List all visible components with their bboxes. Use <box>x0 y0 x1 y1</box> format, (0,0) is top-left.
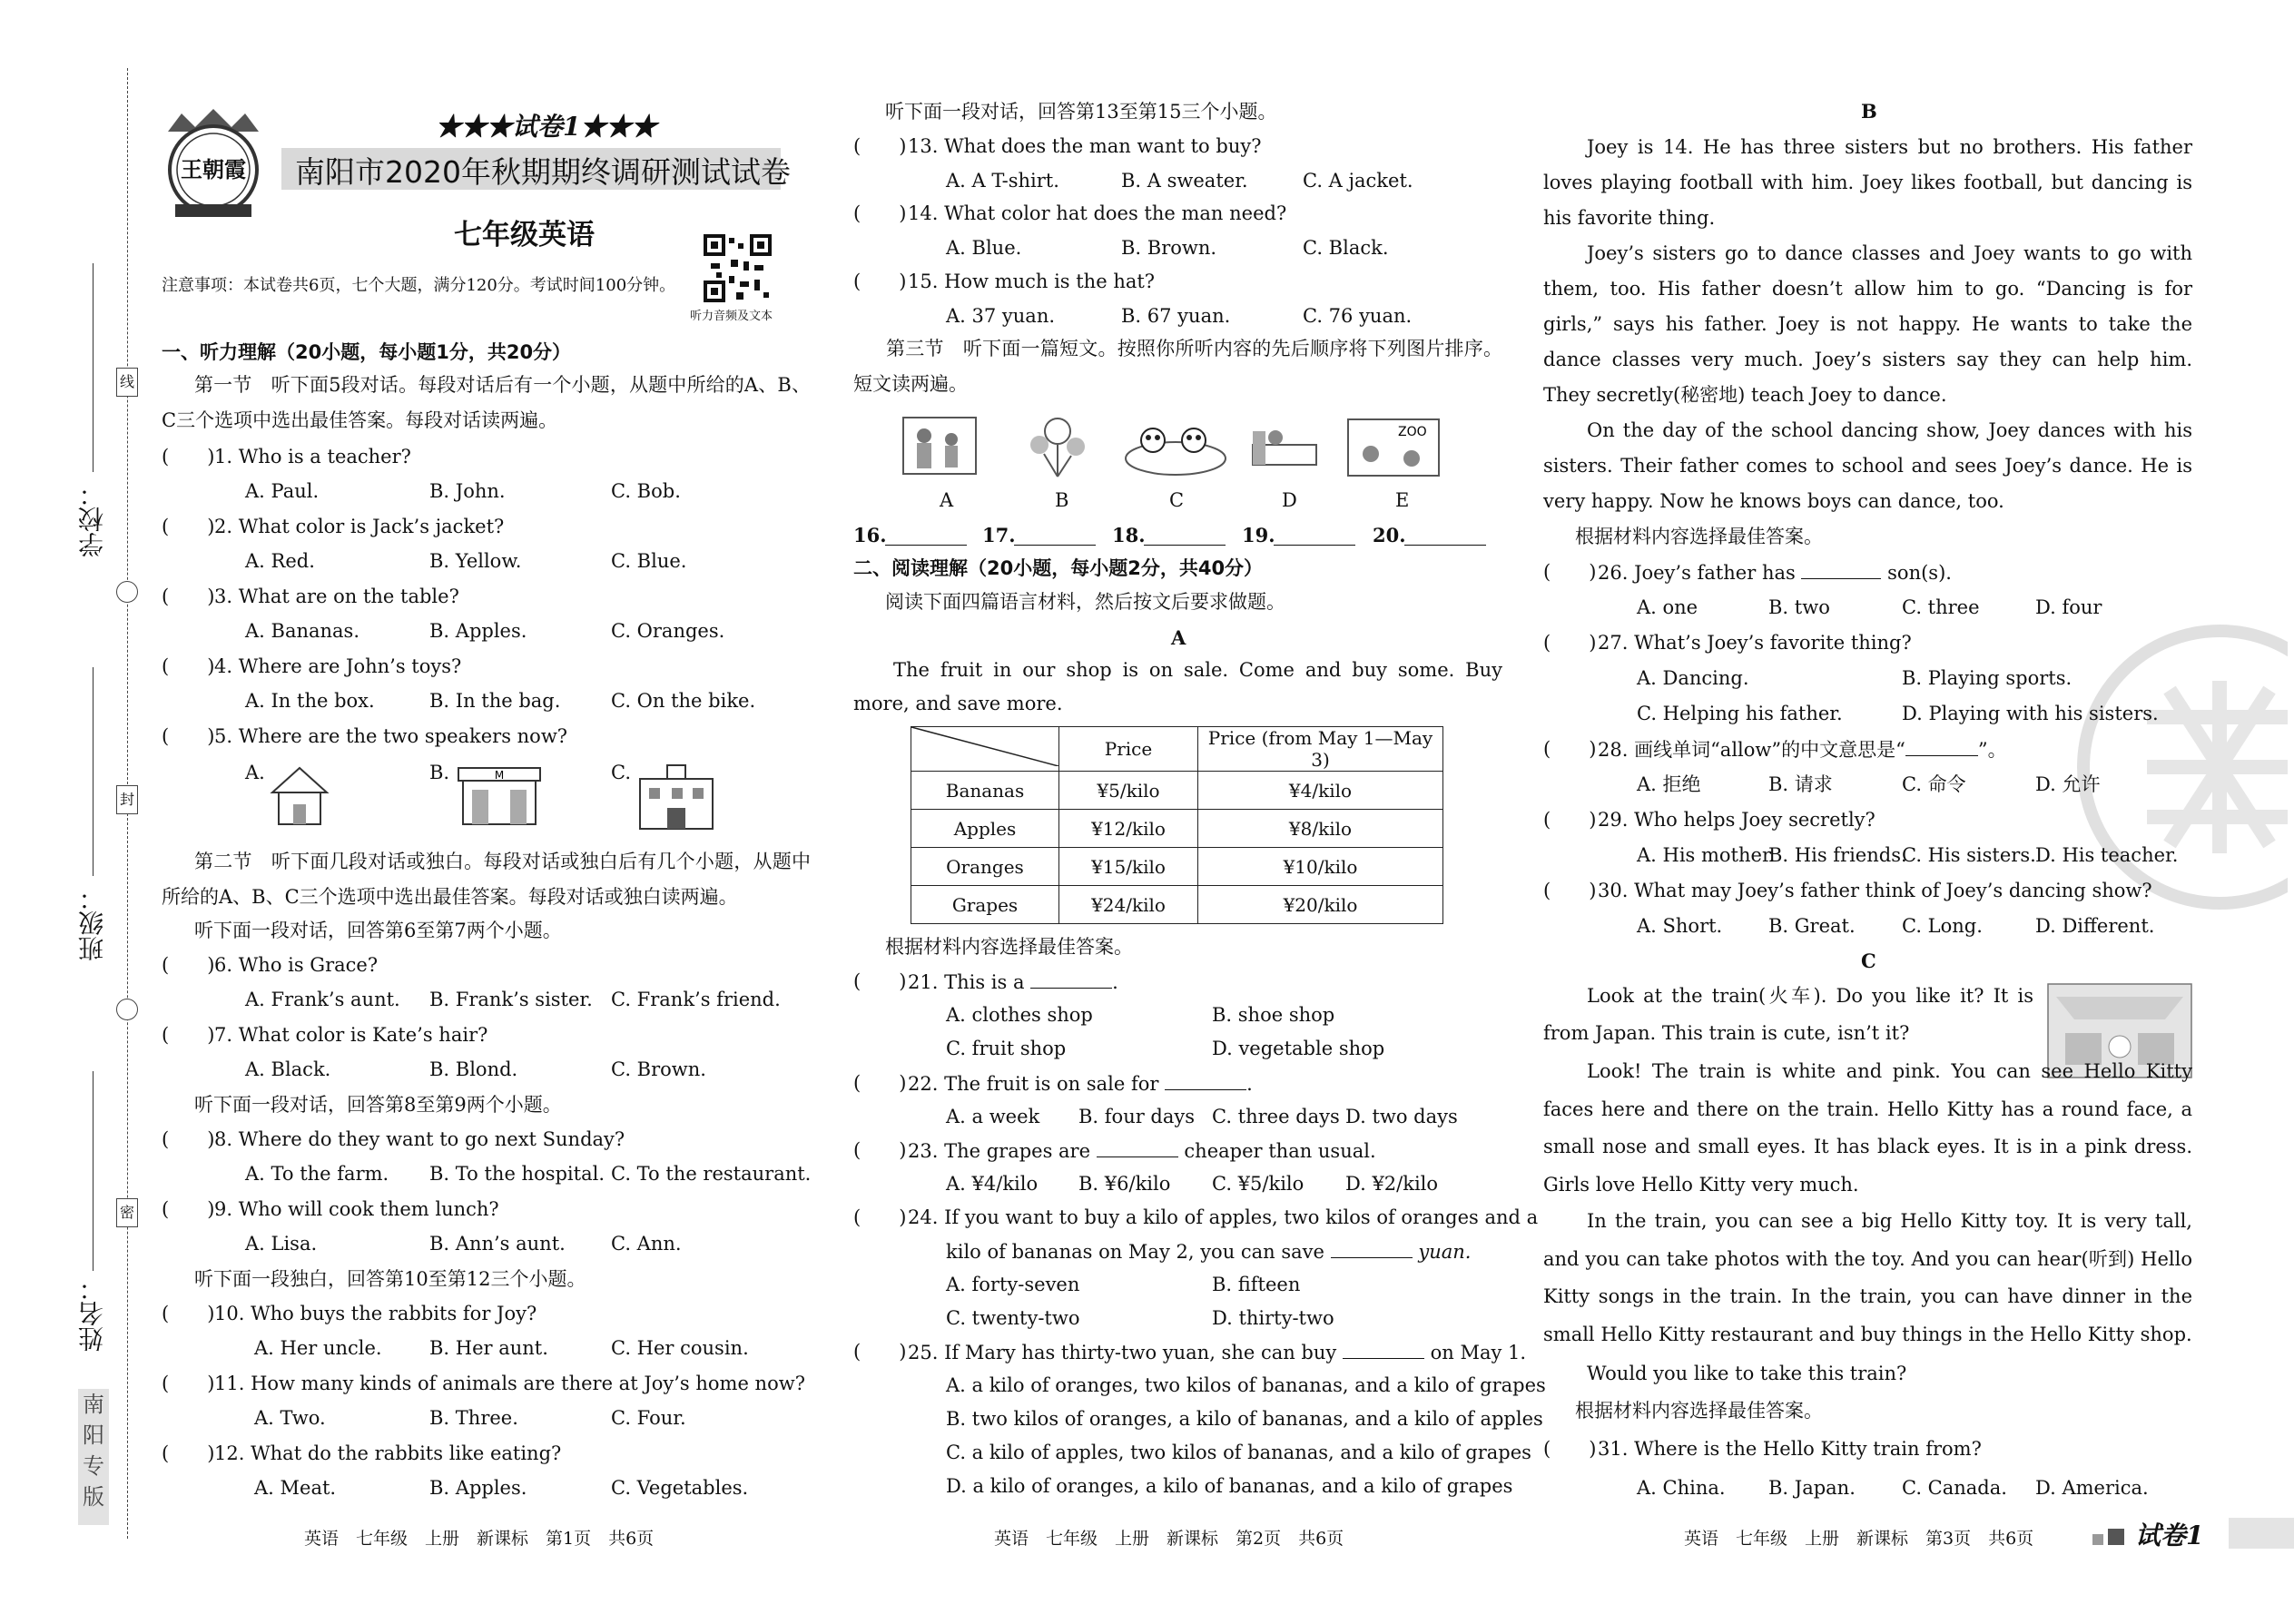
q1-option-b: B. John. <box>429 480 506 502</box>
q31-option-d: D. America. <box>2035 1477 2149 1499</box>
question-3: 3. What are on the table? <box>214 586 459 607</box>
q28-option-a: A. 拒绝 <box>1637 773 1701 795</box>
table-cell: ¥12/kilo <box>1059 810 1198 848</box>
answer-bracket[interactable]: ( ) <box>853 1072 907 1094</box>
picture-a-family <box>899 408 980 481</box>
section2-instructions: 第二节 听下面几段对话或独白。每段对话或独白后有几个小题，从题中所给的A、B、C三个选项中选出最佳答案。每段对话或独白读两遍。 <box>162 851 811 908</box>
blank-21[interactable] <box>1030 969 1112 989</box>
passage-b-p1: Joey is 14. He has three sisters but no brothers. His father loves playing football with him. Joey likes football, but dancing is his favorite thing. <box>1543 136 2192 229</box>
svg-text:M: M <box>494 769 505 782</box>
passage-c-p1: Look at the train(火车). Do you like it? It is from Japan. This train is cute, isn’t it? <box>1543 985 2033 1044</box>
answer-bracket[interactable]: ( ) <box>853 1341 907 1363</box>
part2-heading: 二、阅读理解（20小题，每小题2分，共40分） <box>853 557 1264 579</box>
q14-option-b: B. Brown. <box>1121 237 1217 259</box>
q9-option-c: C. Ann. <box>611 1233 682 1255</box>
answer-bracket[interactable]: ( ) <box>853 1139 907 1161</box>
table-header-sale-price: Price (from May 1—May 3) <box>1198 727 1443 772</box>
instruction-q6-7: 听下面一段对话，回答第6至第7两个小题。 <box>194 920 562 941</box>
q7-option-c: C. Brown. <box>611 1058 706 1080</box>
q5-option-a: A. <box>245 762 265 783</box>
q12-option-b: B. Apples. <box>429 1477 527 1499</box>
q28-option-d: D. 允许 <box>2035 773 2101 795</box>
q10-option-a: A. Her uncle. <box>254 1337 382 1359</box>
answer-bracket[interactable]: ( ) <box>1543 738 1597 760</box>
price-table <box>911 726 1443 924</box>
question-24-cont: kilo of bananas on May 2, you can save yuan. <box>946 1241 1472 1263</box>
question-1: 1. Who is a teacher? <box>214 446 411 468</box>
q30-option-c: C. Long. <box>1902 915 1983 937</box>
q12-option-c: C. Vegetables. <box>611 1477 749 1499</box>
answer-bracket[interactable]: ( ) <box>853 970 907 992</box>
q26-option-d: D. four <box>2035 596 2102 618</box>
blank-28[interactable] <box>1905 737 1978 756</box>
region-tag: 南阳专版 <box>78 1389 109 1525</box>
q21-option-c: C. fruit shop <box>946 1038 1067 1059</box>
question-11: 11. How many kinds of animals are there at Joy’s home now? <box>214 1373 805 1394</box>
passage-c-p2: Look! The train is white and pink. You can see Hello Kitty faces here and there on the train. Hello Kitty has a round face, a small nose and small eyes. It has black eyes. It is in a pink dress. Girls love Hello Kitty very much. <box>1543 1060 2192 1196</box>
q1-option-c: C. Bob. <box>611 480 681 502</box>
q3-option-c: C. Oranges. <box>611 620 725 642</box>
answer-bracket[interactable]: ( ) <box>853 1206 907 1228</box>
decor-square <box>2092 1534 2103 1545</box>
blank-26[interactable] <box>1801 560 1881 579</box>
answer-bracket[interactable]: ( ) <box>162 1128 215 1150</box>
question-4: 4. Where are John’s toys? <box>214 655 462 677</box>
q25-option-d: D. a kilo of oranges, a kilo of bananas, and a kilo of grapes <box>946 1475 1513 1497</box>
table-cell: Bananas <box>911 772 1059 810</box>
question-14: 14. What color hat does the man need? <box>908 202 1287 224</box>
section1-instructions: 第一节 听下面5段对话。每段对话后有一个小题，从题中所给的A、B、C三个选项中选出最佳答案。每段对话读两遍。 <box>162 374 811 431</box>
passage-b-p2: Joey’s sisters go to dance classes and Joey wants to go with them, too. His father doesn’t allow him to go. “Dancing is for girls,” says his father. Joey is not happy. He wants to take the dance classes very much. Joey’s sisters say they can help him. They secretly(秘密地) teach Joey to dance. <box>1543 242 2192 406</box>
question-6: 6. Who is Grace? <box>214 954 379 976</box>
question-26: 26. Joey’s father has son(s). <box>1598 562 1952 584</box>
decor-square <box>2108 1529 2124 1545</box>
answer-bracket[interactable]: ( ) <box>162 1303 215 1324</box>
table-row <box>911 772 1443 810</box>
q23-option-b: B. ¥6/kilo <box>1078 1173 1171 1195</box>
blank-23[interactable] <box>1097 1138 1178 1157</box>
picture-e-zoo <box>1344 408 1443 481</box>
question-10: 10. Who buys the rabbits for Joy? <box>214 1303 537 1324</box>
picture-label-c: C <box>1169 489 1185 511</box>
question-2: 2. What color is Jack’s jacket? <box>214 516 505 537</box>
blank-16-label: 16. <box>853 524 887 546</box>
passage-b-heading: B <box>1861 100 1877 123</box>
q22-option-c: C. three days <box>1212 1106 1340 1127</box>
question-13: 13. What does the man want to buy? <box>908 135 1262 157</box>
brand-name: 王朝霞 <box>181 156 246 182</box>
question-5: 5. Where are the two speakers now? <box>214 725 568 747</box>
answer-bracket[interactable]: ( ) <box>1543 632 1597 654</box>
footer-page-2: 英语 七年级 上册 新课标 第2页 共6页 <box>994 1529 1344 1549</box>
q7-option-a: A. Black. <box>245 1058 331 1080</box>
class-label: 班级： <box>77 885 107 961</box>
q25-option-a: A. a kilo of oranges, two kilos of bananas, and a kilo of grapes <box>946 1374 1546 1396</box>
table-cell: ¥24/kilo <box>1059 886 1198 924</box>
blank-19[interactable] <box>1274 527 1355 546</box>
answer-bracket[interactable]: ( ) <box>1543 809 1597 831</box>
question-21: 21. This is a . <box>908 971 1118 993</box>
answer-bracket[interactable]: ( ) <box>162 1024 215 1046</box>
answer-bracket[interactable]: ( ) <box>1543 1438 1597 1460</box>
answer-bracket[interactable]: ( ) <box>162 1373 215 1394</box>
passage-c-heading: C <box>1861 950 1876 972</box>
table-corner-cell <box>911 727 1059 772</box>
question-9: 9. Who will cook them lunch? <box>214 1198 499 1220</box>
q8-option-c: C. To the restaurant. <box>611 1163 812 1185</box>
q27-option-d: D. Playing with his sisters. <box>1902 703 2159 724</box>
table-header-price: Price <box>1059 727 1198 772</box>
footer-page-3: 英语 七年级 上册 新课标 第3页 共6页 <box>1684 1529 2034 1549</box>
answer-bracket[interactable]: ( ) <box>162 725 215 747</box>
question-31: 31. Where is the Hello Kitty train from? <box>1598 1438 1982 1460</box>
question-24: 24. If you want to buy a kilo of apples, two kilos of oranges and a <box>908 1206 1539 1228</box>
q13-option-b: B. A sweater. <box>1121 170 1248 192</box>
q4-option-c: C. On the bike. <box>611 690 756 712</box>
picture-c-pandas <box>1121 408 1230 481</box>
exam-notice: 注意事项：本试卷共6页，七个大题，满分120分。考试时间100分钟。 <box>162 276 676 295</box>
q14-option-a: A. Blue. <box>946 237 1022 259</box>
q3-option-b: B. Apples. <box>429 620 527 642</box>
binding-hole <box>116 999 138 1020</box>
picture-label-b: B <box>1055 489 1069 511</box>
q2-option-b: B. Yellow. <box>429 550 522 572</box>
school-label: 学校： <box>77 481 107 557</box>
blank-18-label: 18. <box>1112 524 1146 546</box>
q29-option-b: B. His friends. <box>1768 844 1907 866</box>
q29-option-a: A. His mother. <box>1637 844 1776 866</box>
q10-option-c: C. Her cousin. <box>611 1337 749 1359</box>
q9-option-b: B. Ann’s aunt. <box>429 1233 566 1255</box>
name-underline <box>93 1071 94 1271</box>
passage-c-p4: Would you like to take this train? <box>1587 1363 1907 1384</box>
q27-option-a: A. Dancing. <box>1637 667 1749 689</box>
hospital-picture <box>635 761 717 833</box>
table-row <box>911 886 1443 924</box>
seal-seal-mark: 封 <box>116 785 138 814</box>
reading-intro: 阅读下面四篇语言材料，然后按文后要求做题。 <box>885 591 1285 613</box>
answer-bracket[interactable]: ( ) <box>1543 880 1597 901</box>
question-12: 12. What do the rabbits like eating? <box>214 1442 562 1464</box>
q26-option-b: B. two <box>1768 596 1830 618</box>
exam-title: 南阳市2020年秋期期终调研测试试卷 <box>295 154 791 190</box>
blank-25[interactable] <box>1343 1340 1424 1359</box>
q22-option-a: A. a week <box>946 1106 1040 1127</box>
blank-20[interactable] <box>1404 527 1486 546</box>
q7-option-b: B. Blond. <box>429 1058 518 1080</box>
instruction-q13-15: 听下面一段对话，回答第13至第15三个小题。 <box>885 101 1277 123</box>
q26-option-a: A. one <box>1637 596 1698 618</box>
q25-option-b: B. two kilos of oranges, a kilo of bananas, and a kilo of apples <box>946 1408 1543 1430</box>
passage-a-text: The fruit in our shop is on sale. Come and buy some. Buy more, and save more. <box>853 659 1502 714</box>
qr-code <box>704 234 772 302</box>
answer-bracket[interactable]: ( ) <box>162 1442 215 1464</box>
question-15: 15. How much is the hat? <box>908 271 1156 292</box>
table-cell: ¥10/kilo <box>1198 848 1443 886</box>
q31-option-b: B. Japan. <box>1768 1477 1856 1499</box>
subject-title: 七年级英语 <box>454 219 595 251</box>
name-label: 姓名： <box>77 1275 107 1352</box>
q22-option-d: D. two days <box>1345 1106 1458 1127</box>
q8-option-b: B. To the hospital. <box>429 1163 605 1185</box>
q13-option-c: C. A jacket. <box>1303 170 1413 192</box>
binding-hole <box>116 581 138 603</box>
q31-option-a: A. China. <box>1637 1477 1726 1499</box>
q4-option-a: A. In the box. <box>245 690 375 712</box>
answer-bracket[interactable]: ( ) <box>853 271 907 292</box>
q24-option-c: C. twenty-two <box>946 1307 1080 1329</box>
seal-line-mark: 线 <box>116 368 138 397</box>
choose-instruction-c: 根据材料内容选择最佳答案。 <box>1575 1400 1823 1422</box>
answer-bracket[interactable]: ( ) <box>853 135 907 157</box>
q2-option-c: C. Blue. <box>611 550 687 572</box>
blank-24[interactable] <box>1331 1239 1413 1258</box>
table-cell: Grapes <box>911 886 1059 924</box>
question-28: 28. 画线单词“allow”的中文意思是“ ”。 <box>1598 739 2007 761</box>
q31-option-c: C. Canada. <box>1902 1477 2007 1499</box>
answer-bracket[interactable]: ( ) <box>853 202 907 224</box>
part1-heading: 一、听力理解（20小题，每小题1分，共20分） <box>162 341 572 363</box>
q23-option-a: A. ¥4/kilo <box>946 1173 1039 1195</box>
svg-text:ZOO: ZOO <box>1398 425 1427 439</box>
q23-option-d: D. ¥2/kilo <box>1345 1173 1439 1195</box>
choose-instruction-b: 根据材料内容选择最佳答案。 <box>1575 526 1823 547</box>
blank-19-label: 19. <box>1242 524 1275 546</box>
q14-option-c: C. Black. <box>1303 237 1389 259</box>
instruction-q8-9: 听下面一段对话，回答第8至第9两个小题。 <box>194 1094 562 1116</box>
q22-option-b: B. four days <box>1078 1106 1196 1127</box>
answer-bracket[interactable]: ( ) <box>162 655 215 677</box>
q2-option-a: A. Red. <box>245 550 315 572</box>
question-7: 7. What color is Kate’s hair? <box>214 1024 488 1046</box>
brand-logo <box>159 104 268 218</box>
q15-option-c: C. 76 yuan. <box>1303 305 1413 327</box>
blank-17[interactable] <box>1014 527 1096 546</box>
q30-option-b: B. Great. <box>1768 915 1856 937</box>
blank-18[interactable] <box>1144 527 1226 546</box>
q10-option-b: B. Her aunt. <box>429 1337 548 1359</box>
footer-page-1: 英语 七年级 上册 新课标 第1页 共6页 <box>304 1529 655 1549</box>
q24-option-a: A. forty-seven <box>946 1274 1080 1295</box>
table-row <box>911 810 1443 848</box>
passage-c-p3: In the train, you can see a big Hello Kitty toy. It is very tall, and you can take photos with the toy. And you can hear(听到) Hello Kitty songs in the train. In the train, you can have dinner in the small Hello Kitty restaurant and buy things in the Hello Kitty shop. <box>1543 1210 2192 1345</box>
blank-22[interactable] <box>1165 1071 1246 1090</box>
q5-option-b: B. <box>429 762 450 783</box>
q12-option-a: A. Meat. <box>254 1477 337 1499</box>
q21-option-b: B. shoe shop <box>1212 1004 1335 1026</box>
question-8: 8. Where do they want to go next Sunday? <box>214 1128 625 1150</box>
picture-label-a: A <box>940 489 954 511</box>
table-cell: ¥20/kilo <box>1198 886 1443 924</box>
house-picture <box>268 761 331 829</box>
q21-option-d: D. vegetable shop <box>1212 1038 1385 1059</box>
q3-option-a: A. Bananas. <box>245 620 360 642</box>
q11-option-a: A. Two. <box>254 1407 326 1429</box>
answer-bracket[interactable]: ( ) <box>162 516 215 537</box>
paper-tag-band <box>2229 1518 2294 1549</box>
q8-option-a: A. To the farm. <box>245 1163 389 1185</box>
table-cell: Apples <box>911 810 1059 848</box>
q15-option-a: A. 37 yuan. <box>946 305 1056 327</box>
q9-option-a: A. Lisa. <box>245 1233 318 1255</box>
q15-option-b: B. 67 yuan. <box>1121 305 1231 327</box>
q30-option-a: A. Short. <box>1637 915 1723 937</box>
section3-instructions: 第三节 听下面一篇短文。按照你所听内容的先后顺序将下列图片排序。短文读两遍。 <box>853 338 1502 395</box>
q27-option-c: C. Helping his father. <box>1637 703 1843 724</box>
choose-instruction: 根据材料内容选择最佳答案。 <box>885 936 1133 958</box>
question-29: 29. Who helps Joey secretly? <box>1598 809 1876 831</box>
table-cell: ¥8/kilo <box>1198 810 1443 848</box>
q21-option-a: A. clothes shop <box>946 1004 1093 1026</box>
answer-bracket[interactable]: ( ) <box>162 954 215 976</box>
class-underline <box>93 667 94 876</box>
q6-option-a: A. Frank’s aunt. <box>245 989 400 1010</box>
picture-label-d: D <box>1282 489 1297 511</box>
answer-bracket[interactable]: ( ) <box>162 1198 215 1220</box>
table-cell: Oranges <box>911 848 1059 886</box>
question-23: 23. The grapes are cheaper than usual. <box>908 1140 1376 1162</box>
blank-20-label: 20. <box>1373 524 1406 546</box>
answer-bracket[interactable]: ( ) <box>162 446 215 468</box>
question-30: 30. What may Joey’s father think of Joey’s dancing show? <box>1598 880 2152 901</box>
q24-option-b: B. fifteen <box>1212 1274 1301 1295</box>
school-underline <box>93 263 94 472</box>
picture-d-bed <box>1244 408 1325 481</box>
watermark-seal <box>2061 617 2288 917</box>
table-cell: ¥15/kilo <box>1059 848 1198 886</box>
passage-a-heading: A <box>1171 626 1186 649</box>
question-27: 27. What’s Joey’s favorite thing? <box>1598 632 1912 654</box>
q30-option-d: D. Different. <box>2035 915 2155 937</box>
q6-option-c: C. Frank’s friend. <box>611 989 781 1010</box>
q6-option-b: B. Frank’s sister. <box>429 989 593 1010</box>
paper-tag: 试卷1 <box>2135 1521 2204 1550</box>
q26-option-c: C. three <box>1902 596 1980 618</box>
question-22: 22. The fruit is on sale for . <box>908 1073 1253 1095</box>
q11-option-c: C. Four. <box>611 1407 686 1429</box>
instruction-q10-12: 听下面一段独白，回答第10至第12三个小题。 <box>194 1268 586 1290</box>
q4-option-b: B. In the bag. <box>429 690 561 712</box>
answer-bracket[interactable]: ( ) <box>162 586 215 607</box>
q25-option-c: C. a kilo of apples, two kilos of bananas, and a kilo of grapes <box>946 1442 1531 1463</box>
paper-banner: ★★★试卷1★★★ <box>436 112 657 142</box>
q28-option-c: C. 命令 <box>1902 773 1966 795</box>
q27-option-b: B. Playing sports. <box>1902 667 2072 689</box>
blank-17-label: 17. <box>982 524 1016 546</box>
picture-label-e: E <box>1395 489 1410 511</box>
restaurant-picture <box>454 761 545 829</box>
q24-option-d: D. thirty-two <box>1212 1307 1334 1329</box>
q5-option-c: C. <box>611 762 631 783</box>
q28-option-b: B. 请求 <box>1768 773 1833 795</box>
q11-option-b: B. Three. <box>429 1407 518 1429</box>
table-cell: ¥4/kilo <box>1198 772 1443 810</box>
passage-b-p3: On the day of the school dancing show, Joey dances with his sisters. Their father comes to school and sees Joey’s dance. He is very happy. Now he knows boys can dance, too. <box>1543 419 2192 512</box>
table-cell: ¥5/kilo <box>1059 772 1198 810</box>
q29-option-c: C. His sisters. <box>1902 844 2036 866</box>
table-row <box>911 848 1443 886</box>
qr-caption: 听力音频及文本 <box>690 310 773 323</box>
q29-option-d: D. His teacher. <box>2035 844 2179 866</box>
q1-option-a: A. Paul. <box>245 480 320 502</box>
q13-option-a: A. A T-shirt. <box>946 170 1059 192</box>
blank-16[interactable] <box>885 527 967 546</box>
question-25: 25. If Mary has thirty-two yuan, she can buy on May 1. <box>908 1342 1527 1363</box>
picture-b-flowers <box>1017 408 1098 481</box>
answer-bracket[interactable]: ( ) <box>1543 561 1597 583</box>
seal-secret-mark: 密 <box>116 1198 138 1227</box>
q23-option-c: C. ¥5/kilo <box>1212 1173 1305 1195</box>
